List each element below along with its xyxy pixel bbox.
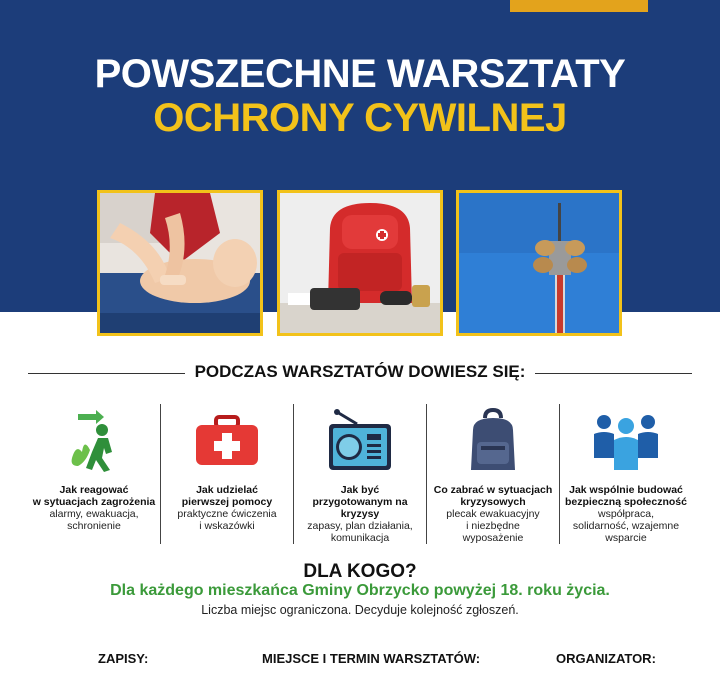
feature-crisis-title: Jak być przygotowanym na kryzysy bbox=[312, 484, 408, 520]
footer-place-date-label: MIEJSCE I TERMIN WARSZTATÓW: bbox=[262, 651, 481, 666]
title-line-2: OCHRONY CYWILNEJ bbox=[153, 96, 567, 140]
accent-tab bbox=[510, 0, 648, 12]
feature-community-title: Jak wspólnie budować bezpieczną społeczność bbox=[565, 484, 687, 508]
audience-note: Liczba miejsc ograniczona. Decyduje kolejność zgłoszeń. bbox=[201, 603, 519, 617]
title-line-1: POWSZECHNE WARSZTATY bbox=[94, 52, 626, 96]
first-aid-kit-icon bbox=[165, 404, 289, 478]
feature-community bbox=[559, 404, 692, 544]
feature-first-aid bbox=[160, 404, 293, 544]
section-heading: PODCZAS WARSZTATÓW DOWIESZ SIĘ: bbox=[0, 362, 720, 382]
feature-first-aid-desc: praktyczne ćwiczenia i wskazówki bbox=[177, 508, 277, 532]
audience-subheading: Dla każdego mieszkańca Gminy Obrzycko powyżej 18. roku życia. bbox=[110, 582, 610, 599]
footer-registration-label: ZAPISY: bbox=[98, 651, 149, 666]
backpack-icon bbox=[431, 404, 555, 478]
feature-emergency-title: Jak reagować w sytuacjach zagrożenia bbox=[32, 484, 156, 508]
feature-what-to-take bbox=[426, 404, 559, 544]
feature-crisis-preparation bbox=[293, 404, 426, 544]
people-group-icon bbox=[564, 404, 688, 478]
emergency-exit-icon bbox=[32, 404, 156, 478]
photo-siren-tower bbox=[456, 190, 622, 336]
feature-what-to-take-desc: plecak ewakuacyjny i niezbędne wyposażenie bbox=[446, 508, 540, 544]
feature-emergency-desc: alarmy, ewakuacja, schronienie bbox=[49, 508, 139, 532]
feature-community-desc: współpraca, solidarność, wzajemne wsparcie bbox=[572, 508, 680, 544]
feature-emergency-response bbox=[28, 404, 160, 544]
audience-heading: DLA KOGO? bbox=[303, 561, 417, 582]
feature-first-aid-title: Jak udzielać pierwszej pomocy bbox=[181, 484, 273, 508]
radio-icon bbox=[298, 404, 422, 478]
features-row bbox=[28, 404, 692, 544]
feature-what-to-take-title: Co zabrać w sytuacjach kryzysowych bbox=[433, 484, 553, 508]
photo-cpr-training bbox=[97, 190, 263, 336]
feature-crisis-desc: zapasy, plan działania, komunikacja bbox=[307, 520, 413, 544]
footer-organizer-label: ORGANIZATOR: bbox=[556, 651, 656, 666]
photo-emergency-backpack bbox=[277, 190, 443, 336]
